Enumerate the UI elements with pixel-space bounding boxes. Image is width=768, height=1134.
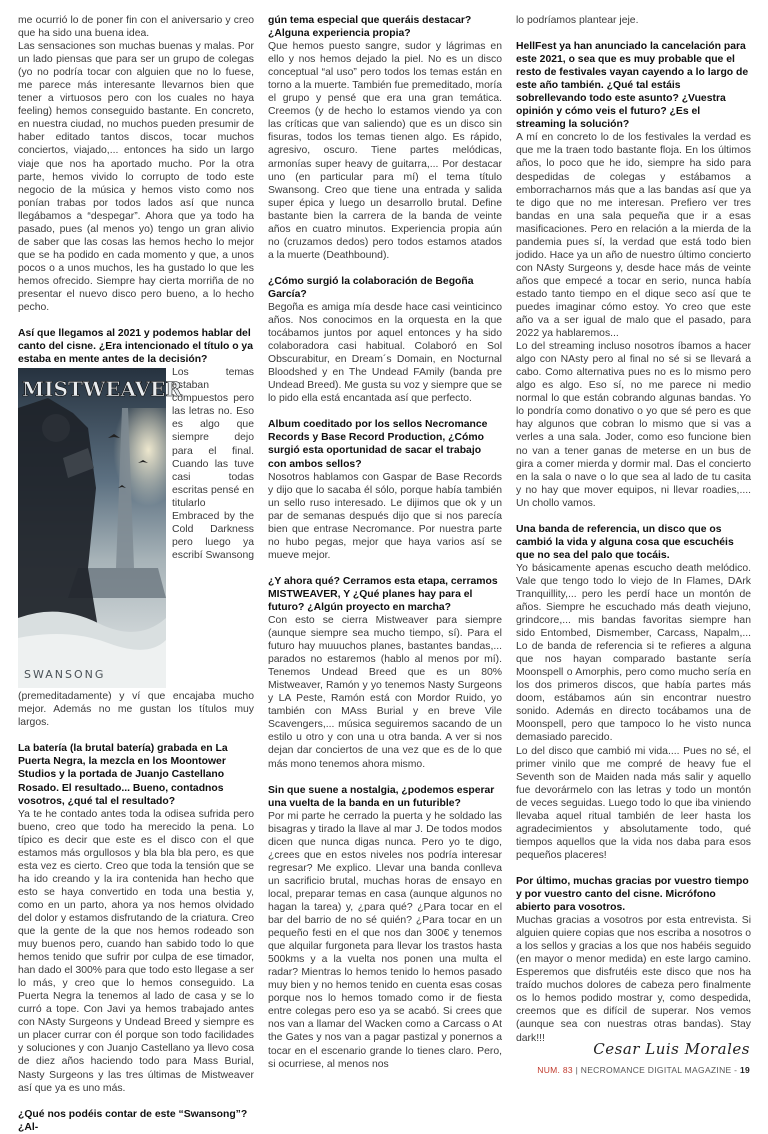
- column-3: [516, 14, 751, 1049]
- interview-question: ¿Cómo surgió la colaboración de Begoña García?: [268, 275, 474, 300]
- paragraph: Con esto se cierra Mistweaver para siempre (aunque siempre sea mucho tiempo, sí). Para el futuro hay muuuchos planes, bastantes bandas,... parados no estaremos (hablo al menos por mí). Tenemos Undead Breed que es un 80% Mistweaver, Ramón y yo tenemos Nasty Surgeons y LA Peste, Ramón está con Mordor Ruido, yo también con MAss Burial y en breve Vile Scavengers,... música seguiremos sacando de un estilo u otro y con una u otra banda. A ver si nos dejan dar conciertos de una vez que es de lo que más mono tenemos ahora mismo.: [268, 615, 502, 770]
- interview-question: Album coeditado por los sellos Necromance Records y Base Record Production, ¿Cómo surgió esta oportunidad de sacar el trabajo con ambos sellos?: [268, 419, 488, 470]
- column-1: [18, 14, 255, 1133]
- paragraph: Yo básicamente apenas escucho death melódico. Vale que tengo todo lo viejo de In Flames, DArk Tranquillity,... pero les perdí hace un montón de años. Siempre he escuchado más death viejuno, grindcore,... mis bandas favoritas siempre han sido Entombed, Dismember, Carcass, Napalm,... Lo de banda de referencia si te refieres a alguna que nos hayan comparado bastante sería Moonspell o Amorphis, pero como mucho sería en los dos primeros discos, que había partes más doom, estábamos aún sin encontrar nuestro sonido. Además en directo tocábamos una de Moonspell, pero que tampoco lo he visto nunca demasiado parecido.: [516, 562, 751, 744]
- paragraph: Por mi parte he cerrado la puerta y he soldado las bisagras y tirado la llave al mar J. De todos modos dicen que nunca digas nunca. Pero yo te digo, ¿crees que en estos niveles nos podría interesar regresar? Me explico. Llevar una banda conlleva un sacrificio brutal, muchas horas de ensayo en local, preparar temas en casa (aunque algunos no hagan la tarea) y, ¿para qué? ¿Para tocar en el bar del barrio de no sé quién? ¿Para tocar en un pequeño festi en el que nos dan 300€ y tenemos que alquilar furgoneta para llevar los trastos hasta 500kms y a la vuelta nos ponen una multa el radar? Mientras lo hemos tenido lo hemos pasado muy bien y no hemos tenido en cuenta esas cosas porque nos lo hemos tomado como ir de fiesta entre colegas pero eso ya se acabó. Si crees que nos van a llamar del Wacken como a Carcass o At the Gates y nos van a pagar pastizal y ponernos a tocar en el escenario grande lo tienes claro. Pero, si ocurriese, al menos nos: [268, 810, 502, 1070]
- interview-question: ¿Y ahora qué? Cerramos esta etapa, cerramos MISTWEAVER, Y ¿Qué planes hay para el futuro? ¿Algún proyecto en marcha?: [268, 575, 498, 613]
- interview-question: Así que llegamos al 2021 y podemos hablar del canto del cisne. ¿Era intencionado el título o ya estaba en mente antes de la decisión?: [18, 328, 253, 366]
- paragraph: Los temas estaban compuestos pero las letras no. Eso es algo que siempre dejo para el final. Cuando las tuve casi todas escritas pensé en titularlo Embraced by the Cold Darkness pero luego ya escribí Swansong (premeditadamente) y ví que encajaba mucho mejor. Además no me gustan los títulos muy largos.: [18, 367, 255, 729]
- paragraph: Que hemos puesto sangre, sudor y lágrimas en ello y nos hemos dejado la piel. No es un disco conceptual “al uso” pero todos los temas están en torno a la muerte. También fue premeditado, moría el grupo y pensé que era una gran temática. Creemos (y de hecho lo estamos viendo ya con las críticas que van saliendo) que es un disco sin fisuras, todos los temas tienen algo. Es rápido, agresivo, oscuro. Tiene partes melódicas, armonías super heavy de guitarra,... Por destacar uno (en particular para mí) el tema título Swansong. Creo que tiene una entrada y salida super épica y luego un desarrollo brutal. Define bastante bien la carrera de la banda de veinte años en cuatro minutos. Experiencia propia aún no (cruzamos dedos) pero todos estamos atados a la muerte (Deathbound).: [268, 41, 502, 261]
- magazine-name: NECROMANCE DIGITAL MAGAZINE -: [580, 1065, 740, 1075]
- issue-number: NUM. 83: [537, 1065, 573, 1075]
- interview-question: Una banda de referencia, un disco que os cambió la vida y alguna cosa que escuchéis que no sea del palo que tocáis.: [516, 523, 734, 561]
- paragraph: A mí en concreto lo de los festivales la verdad es que me la traen todo bastante floja. En los últimos años, lo poco que he ido, siempre ha sido para despedidas de colegas y estábamos a emborracharnos más que a las bandas así que ya te digo que no me interesan. Prefiero ver tres bandas en una sala pequeña que ir a esas masificaciones. Pero en relación a la mierda de la pandemia pues sí, la verdad que está todo bien jodido. Hace ya un año de nuestro último concierto con NAsty Surgeons y, desde hace más de veinte años que empecé a tocar en serio, nunca había estado tanto tiempo en el dique seco así que te puedes imaginar cómo estoy. Yo creo que este año va a ser igual de malo que el pasado, para 2022 ya hablaremos...: [516, 132, 751, 340]
- author-signature: Cesar Luis Morales: [593, 1040, 750, 1058]
- answer-with-image: [18, 366, 254, 1094]
- paragraph: Las sensaciones son muchas buenas y malas. Por un lado piensas que para ser un grupo de colegas (yo no podría tocar con alguien que no lo fuese, me parece más interesante llevarnos bien que tener a virtuosos pero con los cuales no haya feeling) hemos conseguido bastante. En concreto, en nuestra ciudad, no muchos pueden presumir de haber editado tantos discos, tocar muchos conciertos, viajado,... entonces ha sido un largo viaje que nos ha aportado mucho. Por la otra parte, hemos vivido lo corrupto de todo este negocio de la música y hemos visto como nos ponían trabas por todos lados así que nunca llegábamos a “despegar”. Ahora que ya todo ha pasado, pues (al menos yo) tengo un gran alivio de saber que las cosas las hemos hecho lo mejor que se ha podido en cada momento y que, a unos pocos o a unos muchos, les ha gustado lo que les hemos ofrecido. Siempre hay cierta morriña de no presentar el nuevo disco pero bueno, a lo hecho pecho.: [18, 41, 254, 314]
- column-2: [268, 14, 502, 1070]
- paragraph: lo podríamos plantear jeje.: [516, 15, 639, 26]
- album-cover-art: [18, 368, 182, 688]
- album-cover-image: [18, 368, 182, 688]
- paragraph: Muchas gracias a vosotros por esta entrevista. Si alguien quiere copias que nos escriba a nosotros o a los sellos y gracias a los que nos habéis seguido (en mayor o menor medida) en este largo camino. Esperemos que disfrutéis este disco que nos ha traído muchos dolores de cabeza pero finalmente os lo hemos podido mostrar y, como despedida, creemos que es difícil de superar. Nos vemos (aunque sea con nuestras otras bandas). Stay dark!!!: [516, 915, 751, 1044]
- interview-question: Sin que suene a nostalgia, ¿podemos esperar una vuelta de la banda en un futurible?: [268, 784, 495, 809]
- interview-question: La batería (la brutal batería) grabada en La Puerta Negra, la mezcla en los Moontower Studios y la portada de Juanjo Castellano Rosado. El resultado... Bueno, contadnos vosotros, ¿qué tal el resultado?: [18, 743, 228, 807]
- paragraph: Lo del disco que cambió mi vida.... Pues no sé, el primer vinilo que me compré de heavy fue el Seventh son de Maiden nada más salir y aquello fue devorármelo con las letras y todo un montón de veces seguidas. Luego todo lo que iba viniendo llevaba aquel ritual también de leer hasta los agradecimientos y absolutamente todo, qué tiempos aquellos que la vida nos daba para esos pequeños placeres!: [516, 745, 751, 861]
- paragraph: Lo del streaming incluso nosotros íbamos a hacer algo con NAsty pero al final no sé si se llevará a cabo. Como alternativa pues no es lo mismo pero algo es algo. Eso sí, no me parece ni medio normal lo que están cobrando algunas bandas. Yo lo pondría como donativo o yo que sé pero es que hay algunos que cobran lo mismo que si vas a verles a una sala. Joder, como eso funcione bien no van a tener ganas de meterse en un bus de gira a comer mierda y dormir mal. Das el concierto en la sala o nave o lo que sea al lado de tu casita y no hay que mover equipos, ni llevar roadies,.... Un chollo vamos.: [516, 341, 751, 509]
- page-number: 19: [739, 1065, 750, 1075]
- interview-question: ¿Qué nos podéis contar de este “Swansong”? ¿Al-: [18, 1108, 248, 1133]
- interview-question: HellFest ya han anunciado la cancelación para este 2021, o sea que es muy probable que el resto de festivales vayan cayendo a lo largo de este año también. ¿Qué tal estáis sobrellevando todo este asunto? ¿Vuestra opinión y cómo veis el futuro? ¿Es el streaming la solución?: [516, 41, 749, 131]
- paragraph: Ya te he contado antes toda la odisea sufrida pero bueno, creo que todo ha merecido la pena. Lo típico es decir que este es el disco con el que estamos más orgullosos y bla bla bla pero, es que esta vez es cierto. Creo que toda la tensión que se ha ido creando y la ira contenida han hecho que esto se haya convertido en toda una bestia y, como en un parto, ahora ya nos hemos olvidado del dolor y estamos disfrutando de la criatura. Creo que la gente de la que nos hemos rodeado son muy buenos pero, cuando han sabido todo lo que hemos tenido que sufrir por culpa de ese timador, han dado el 300% para que todo esto llegase a ser lo más, y creo que lo hemos conseguido. La Puerta Negra la tenemos al lado de casa y se lo curró a tope. Con Javi ya hemos trabajado antes con NAsty Surgeons y Undead Breed y siempre es un placer currar con él porque son todo facilidades y soluciones y con Juanjo Castellano ya llevo cosa de diez años haciendo todo para Mass Burial, Nasty Surgeons y las tres últimas de Mistweaver así que ya es uno más.: [18, 808, 254, 1094]
- footer-separator: |: [572, 1065, 581, 1075]
- album-title-text: SWANSONG: [24, 668, 106, 682]
- paragraph: Begoña es amiga mía desde hace casi veinticinco años. Nos conocimos en la orquesta en la que tocábamos juntos por aquel entonces y ha sido colaboradora casi habitual. Colaboró en Sol Obscurabitur, en Dream´s Domain, en Nocturnal Bloodshed y en The Undead FAmily (banda pre Undead Breed). Me gusta su voz y siempre que se lo pido ella está encantada así que perfecto.: [268, 301, 502, 405]
- band-logo: MISTWEAVER: [22, 377, 182, 402]
- interview-question: gún tema especial que queráis destacar? ¿Alguna experiencia propia?: [268, 15, 472, 40]
- page-footer: [537, 1065, 750, 1075]
- paragraph: me ocurrió lo de poner fin con el aniversario y creo que ha sido una buena idea.: [18, 15, 254, 40]
- interview-question: Por último, muchas gracias por vuestro tiempo y por vuestro canto del cisne. Micrófono abierto para vosotros.: [516, 875, 749, 914]
- paragraph: Nosotros hablamos con Gaspar de Base Records y dijo que lo sacaba él sólo, porque había también un sello ruso interesado. Le dijimos que ok y un par de semanas después dijo que si nos parecía bien que entrase Necromance. Por nuestra parte no hubo pegas, mejor que haya varios así se mueve mejor.: [268, 471, 502, 561]
